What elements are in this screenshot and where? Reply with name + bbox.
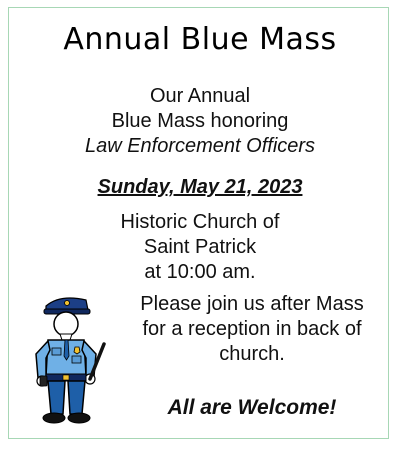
intro-line: Our Annual (149, 85, 251, 107)
police-officer-icon (24, 292, 114, 427)
intro-line-honorees: Law Enforcement Officers (84, 135, 316, 157)
reception-block (114, 292, 390, 367)
flyer-title: Annual Blue Mass (63, 22, 337, 57)
reception-line: Please join us after Mass (140, 293, 364, 315)
reception-line: for a reception in back of (142, 318, 362, 340)
time-line: at 10:00 am. (144, 261, 256, 283)
welcome-message: All are Welcome! (167, 396, 337, 419)
location-block (0, 210, 400, 285)
intro-block (0, 84, 400, 159)
intro-line: Blue Mass honoring (111, 110, 289, 132)
location-line: Saint Patrick (143, 236, 257, 258)
location-line: Historic Church of (120, 211, 280, 233)
reception-line: church. (219, 343, 285, 365)
event-date: Sunday, May 21, 2023 (97, 176, 303, 198)
